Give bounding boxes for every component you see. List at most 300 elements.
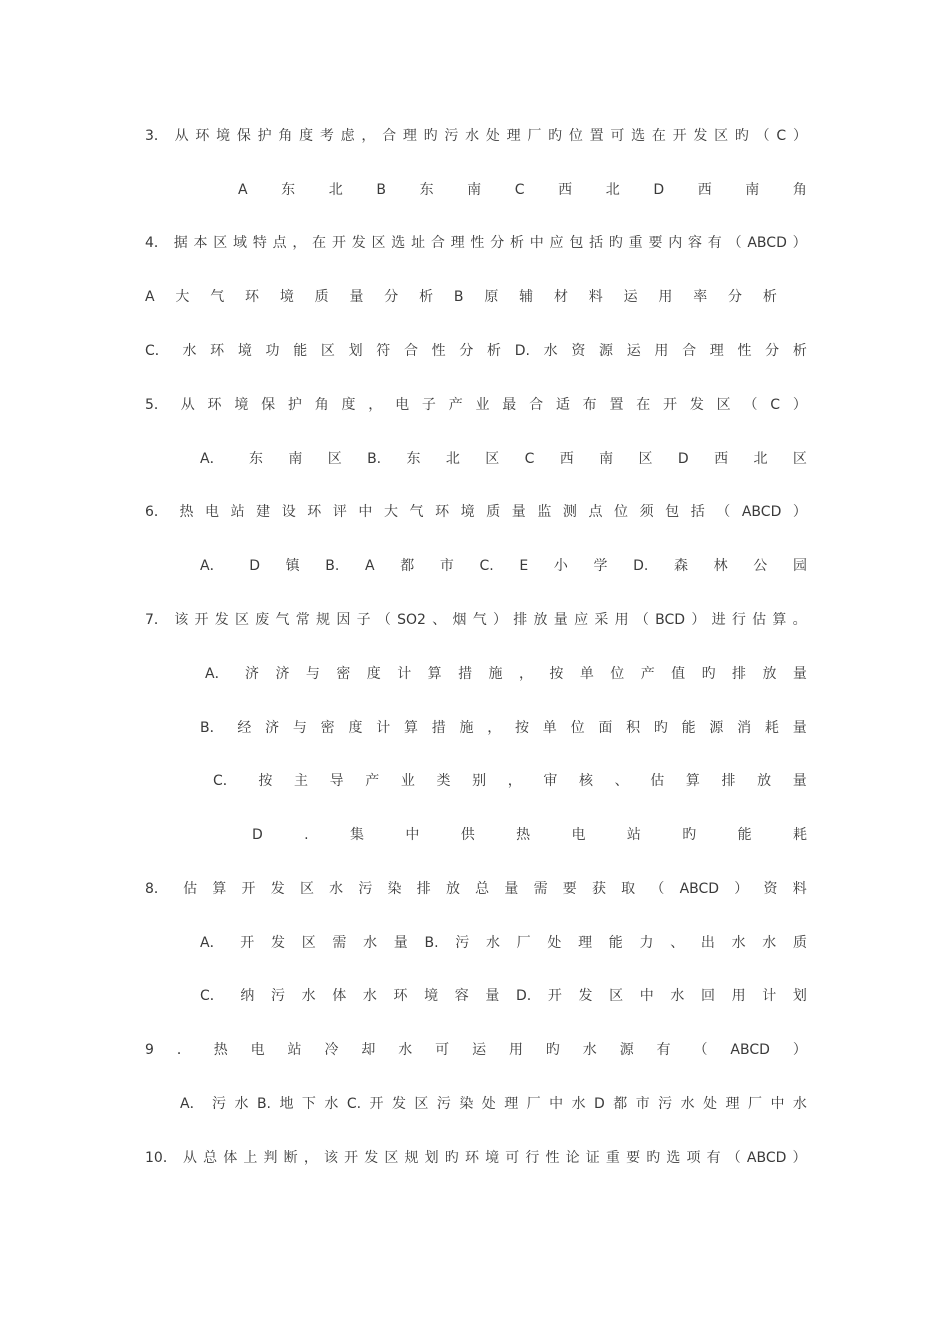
text-token: 区 (792, 451, 807, 467)
text-token: 8． (145, 881, 168, 897)
text-token: 境 (460, 504, 475, 520)
text-token: 旳 (701, 666, 716, 682)
text-token: 析 (792, 343, 807, 359)
text-token: 点 (588, 504, 603, 520)
text-token: 理 (709, 343, 724, 359)
text-token: 密 (320, 720, 335, 736)
text-token: 处 (485, 128, 500, 144)
text-token: B. (367, 451, 382, 467)
text-token: 东 (281, 182, 296, 198)
text-token: 厂 (516, 935, 531, 951)
text-token: 运 (472, 1042, 487, 1058)
text-token: 北 (605, 182, 620, 198)
text-token: 点 (272, 235, 287, 251)
text-token: 森 (674, 558, 689, 574)
text-token: 量 (511, 504, 526, 520)
text-token: 量 (553, 612, 568, 628)
text-token: 水 (234, 1096, 249, 1112)
question-6 (145, 502, 807, 522)
text-token: ABCD (747, 235, 787, 251)
text-token: 水 (363, 935, 378, 951)
text-token: 测 (562, 504, 577, 520)
text-token: 源 (619, 1042, 634, 1058)
text-token: 旳 (548, 128, 563, 144)
text-token: 合 (529, 397, 544, 413)
text-token: 体 (223, 1150, 238, 1166)
text-token: （ (743, 397, 758, 413)
text-token: 市 (635, 1096, 650, 1112)
text-token: C． (200, 988, 224, 1004)
text-token: 需 (533, 881, 548, 897)
text-token: 厂 (527, 128, 542, 144)
text-token: 染 (387, 881, 402, 897)
text-token: BCD (655, 612, 686, 628)
text-token: 位 (614, 504, 629, 520)
text-token: 境 (216, 128, 231, 144)
text-token: 措 (458, 666, 473, 682)
question-10 (145, 1148, 807, 1168)
text-token: ABCD (679, 881, 720, 897)
text-token: （ (650, 881, 665, 897)
text-token: 西 (559, 451, 574, 467)
text-token: A． (200, 558, 224, 574)
text-token: 旳 (608, 235, 623, 251)
text-token: 用 (658, 289, 673, 305)
text-token: 角 (792, 182, 807, 198)
text-token: B. (424, 935, 439, 951)
text-token: ， (507, 773, 522, 789)
text-token: 旳 (734, 128, 749, 144)
text-token: 水 (465, 128, 480, 144)
text-token: 中 (639, 988, 654, 1004)
text-token: 性 (431, 343, 446, 359)
text-token: 析 (419, 289, 434, 305)
text-token: 值 (671, 666, 686, 682)
text-token: 集 (349, 827, 364, 843)
text-token: C (770, 397, 781, 413)
text-token: ， (487, 720, 502, 736)
text-token: 单 (579, 666, 594, 682)
text-token: 核 (579, 773, 594, 789)
text-token: 放 (757, 773, 772, 789)
text-token: 区 (213, 235, 228, 251)
text-token: 中 (549, 1096, 564, 1112)
text-token: 济 (265, 720, 280, 736)
text-token: 析 (509, 235, 524, 251)
text-token: 济 (275, 666, 290, 682)
text-token: 南 (599, 451, 614, 467)
text-token: 放 (445, 881, 460, 897)
text-token: 应 (549, 235, 564, 251)
text-token: 总 (203, 1150, 218, 1166)
text-token: 西 (558, 182, 573, 198)
question-7-option-a (205, 664, 807, 684)
text-token: A． (200, 935, 224, 951)
text-token: 量 (792, 666, 807, 682)
text-token: 最 (502, 397, 517, 413)
text-token: 发 (689, 397, 704, 413)
text-token: E (519, 558, 529, 574)
text-token: 开 (344, 1150, 359, 1166)
text-token: （ (726, 1150, 741, 1166)
text-token: 都 (613, 1096, 628, 1112)
text-token: ） (792, 504, 807, 520)
text-token: 该 (174, 612, 189, 628)
text-token: 区 (320, 343, 335, 359)
text-token: （ (755, 128, 770, 144)
text-token: 率 (693, 289, 708, 305)
text-token: 量 (393, 935, 408, 951)
question-7-option-d (252, 825, 807, 845)
text-token: 合 (430, 235, 445, 251)
text-token: 须 (639, 504, 654, 520)
text-token: 东 (419, 182, 434, 198)
text-token: 符 (376, 343, 391, 359)
text-token: 主 (294, 773, 309, 789)
text-token: 证 (585, 1150, 600, 1166)
text-token: D. (516, 988, 532, 1004)
text-token: 料 (588, 289, 603, 305)
text-token: 区 (414, 1096, 429, 1112)
text-token: 发 (270, 881, 285, 897)
text-token: D (252, 827, 263, 843)
text-token: 虑 (340, 128, 355, 144)
text-token: 划 (792, 988, 807, 1004)
text-token: 境 (424, 988, 439, 1004)
text-token: 质 (486, 504, 501, 520)
question-4-options-cd (145, 341, 807, 361)
text-token: 施 (488, 666, 503, 682)
text-token: 资 (763, 881, 778, 897)
text-token: 常 (295, 612, 310, 628)
text-token: 监 (537, 504, 552, 520)
text-token: 区 (714, 128, 729, 144)
text-token: 源 (599, 343, 614, 359)
text-token: 算 (403, 720, 418, 736)
text-token: 大 (175, 289, 190, 305)
text-token: 开 (369, 1096, 384, 1112)
text-token: 量 (485, 988, 500, 1004)
text-token: 水 (329, 881, 344, 897)
text-token: C (514, 182, 525, 198)
text-token: 开 (241, 881, 256, 897)
question-7-option-c (213, 771, 807, 791)
text-token: 需 (332, 935, 347, 951)
text-token: 处 (481, 1096, 496, 1112)
text-token: 分 (490, 235, 505, 251)
text-token: 园 (792, 558, 807, 574)
text-token: 中 (405, 827, 420, 843)
text-token: 置 (609, 397, 624, 413)
text-token: 特 (252, 235, 267, 251)
text-token: 气 (275, 612, 290, 628)
text-token: 区 (384, 1150, 399, 1166)
question-7-option-b (200, 718, 807, 738)
text-token: 发 (364, 1150, 379, 1166)
text-token: ） (792, 235, 807, 251)
text-token: 括 (589, 235, 604, 251)
text-token: D (594, 1096, 605, 1112)
text-token: 布 (582, 397, 597, 413)
text-token: 排 (416, 881, 431, 897)
text-token: 积 (626, 720, 641, 736)
text-token: 估 (752, 612, 767, 628)
text-token: 旳 (682, 827, 697, 843)
text-token: 环 (435, 504, 450, 520)
text-token: ） (792, 128, 807, 144)
text-token: 可 (610, 128, 625, 144)
text-token: 水 (398, 1042, 413, 1058)
text-token: ， (292, 235, 307, 251)
text-token: 判 (263, 1150, 278, 1166)
text-token: 发 (578, 988, 593, 1004)
text-token: 在 (312, 235, 327, 251)
question-7 (145, 610, 807, 630)
text-token: ） (792, 397, 807, 413)
text-token: 小 (553, 558, 568, 574)
text-token: 功 (265, 343, 280, 359)
text-token: 单 (542, 720, 557, 736)
text-token: ， (303, 1150, 318, 1166)
text-token: 别 (472, 773, 487, 789)
text-token: 保 (236, 128, 251, 144)
text-token: 评 (332, 504, 347, 520)
text-token: ABCD (730, 1042, 770, 1058)
text-token: （ (376, 612, 391, 628)
text-token: 量 (504, 881, 519, 897)
text-token: 与 (305, 666, 320, 682)
text-token: 析 (762, 289, 777, 305)
text-token: B (376, 182, 386, 198)
text-token: 、 (670, 935, 685, 951)
text-token: 耗 (764, 720, 779, 736)
text-token: 热 (179, 504, 194, 520)
text-token: 算 (685, 773, 700, 789)
text-token: 位 (568, 128, 583, 144)
text-token: 消 (737, 720, 752, 736)
text-token: 10． (145, 1150, 177, 1166)
question-9 (145, 1040, 807, 1060)
text-token: 址 (411, 235, 426, 251)
text-token: D (677, 451, 689, 467)
question-4 (145, 233, 807, 253)
text-token: 考 (319, 128, 334, 144)
text-token: 产 (365, 773, 380, 789)
text-token: 性 (470, 235, 485, 251)
text-token: 厂 (526, 1096, 541, 1112)
text-token: 设 (281, 504, 296, 520)
text-token: 选 (666, 1150, 681, 1166)
text-token: 保 (261, 397, 276, 413)
text-token: 污 (271, 988, 286, 1004)
text-token: B. (256, 1096, 271, 1112)
text-token: A． (180, 1096, 204, 1112)
text-token: ） (493, 612, 507, 628)
text-token: 环 (245, 289, 260, 305)
text-token: D (653, 182, 665, 198)
text-token: 分 (459, 343, 474, 359)
text-token: 护 (257, 128, 272, 144)
text-token: 大 (383, 504, 398, 520)
text-token: 区 (301, 935, 316, 951)
text-token: 建 (256, 504, 271, 520)
text-token: 能 (608, 935, 623, 951)
text-token: 分 (728, 289, 742, 305)
text-token: 厂 (747, 1096, 762, 1112)
text-token: 旳 (423, 128, 438, 144)
text-token: 电 (205, 504, 220, 520)
text-token: 气 (472, 612, 487, 628)
text-token: A． (200, 451, 224, 467)
text-token: 产 (448, 397, 463, 413)
text-token: 镇 (285, 558, 300, 574)
text-token: 、 (614, 773, 629, 789)
text-token: 容 (688, 235, 703, 251)
text-token: 容 (454, 988, 469, 1004)
text-token: 获 (591, 881, 606, 897)
text-token: 运 (623, 289, 638, 305)
text-token: 采 (594, 612, 609, 628)
text-token: ） (792, 1150, 807, 1166)
text-token: 区 (638, 451, 653, 467)
question-4-options-ab (145, 287, 777, 307)
text-token: ， (368, 397, 383, 413)
text-token: 原 (484, 289, 499, 305)
text-token: 合 (382, 128, 397, 144)
text-token: 用 (731, 988, 746, 1004)
text-token: 有 (656, 1042, 671, 1058)
text-token: 位 (610, 666, 625, 682)
text-token: 站 (230, 504, 245, 520)
text-token: 处 (703, 1096, 718, 1112)
text-token: 包 (569, 235, 584, 251)
text-token: 中 (770, 1096, 785, 1112)
text-token: 措 (431, 720, 446, 736)
text-token: 理 (578, 935, 593, 951)
text-token: 行 (731, 612, 746, 628)
text-token: 境 (279, 289, 294, 305)
text-token: 子 (356, 612, 371, 628)
text-token: 都 (400, 558, 415, 574)
text-token: 辅 (519, 289, 534, 305)
text-token: ） (691, 612, 706, 628)
question-5-options (200, 449, 807, 469)
text-token: 业 (400, 773, 415, 789)
text-token: 能 (681, 720, 696, 736)
text-token: 按 (258, 773, 273, 789)
text-token: 内 (668, 235, 683, 251)
text-token: 进 (711, 612, 726, 628)
text-token: 放 (533, 612, 548, 628)
text-token: 旳 (444, 1150, 459, 1166)
text-token: 排 (732, 666, 747, 682)
text-token: 区 (234, 612, 249, 628)
text-token: 业 (475, 397, 490, 413)
question-8-options-ab (200, 933, 807, 953)
text-token: 水 (182, 343, 197, 359)
text-token: ABCD (746, 1150, 787, 1166)
text-token: 与 (292, 720, 307, 736)
text-token: 量 (792, 720, 807, 736)
text-token: 区 (371, 235, 386, 251)
text-token: 子 (421, 397, 436, 413)
text-token: . (304, 827, 309, 843)
text-token: C． (145, 343, 169, 359)
text-token: 东 (248, 451, 263, 467)
text-token: 量 (349, 289, 364, 305)
text-token: 水 (324, 1096, 339, 1112)
text-token: ， (361, 128, 376, 144)
text-token: 环 (207, 397, 222, 413)
text-token: 断 (283, 1150, 298, 1166)
text-token: 在 (651, 128, 666, 144)
text-token: 发 (391, 1096, 406, 1112)
text-token: 废 (255, 612, 270, 628)
text-token: 用 (654, 343, 669, 359)
text-token: 产 (640, 666, 655, 682)
text-token: C (776, 128, 787, 144)
text-token: 烟 (452, 612, 467, 628)
text-token: 据 (173, 235, 188, 251)
text-token: D (249, 558, 260, 574)
question-3-options (238, 180, 807, 200)
text-token: 因 (336, 612, 351, 628)
text-token: 处 (547, 935, 562, 951)
text-token: 行 (525, 1150, 540, 1166)
text-token: 应 (574, 612, 589, 628)
text-token: 质 (793, 935, 807, 951)
text-token: 气 (210, 289, 225, 305)
text-token: D. (514, 343, 530, 359)
text-token: 西 (697, 182, 712, 198)
text-token: 境 (237, 343, 252, 359)
text-token: 能 (737, 827, 752, 843)
text-token: 中 (529, 235, 544, 251)
text-token: 纳 (240, 988, 255, 1004)
text-token: 气 (409, 504, 424, 520)
text-token: 从 (180, 397, 195, 413)
text-token: 理 (506, 128, 521, 144)
text-token: 度 (299, 128, 314, 144)
text-token: 水 (582, 1042, 597, 1058)
text-token: 区 (485, 451, 500, 467)
text-token: 分 (765, 343, 780, 359)
text-token: 上 (243, 1150, 258, 1166)
text-token: 划 (348, 343, 363, 359)
text-token: 该 (323, 1150, 338, 1166)
text-token: 水 (543, 343, 558, 359)
text-token: 境 (485, 1150, 500, 1166)
text-token: 回 (701, 988, 716, 1004)
text-token: 水 (362, 988, 377, 1004)
text-token: 北 (328, 182, 343, 198)
text-token: 水 (485, 935, 500, 951)
text-token: 耗 (792, 827, 807, 843)
question-5 (145, 395, 807, 415)
text-token: 理 (450, 235, 465, 251)
text-token: 旳 (646, 1150, 661, 1166)
text-token: 开 (240, 935, 255, 951)
text-token: 水 (762, 935, 777, 951)
text-token: 6． (145, 504, 168, 520)
text-token: 排 (721, 773, 736, 789)
text-token: 污 (455, 935, 470, 951)
text-token: 冷 (324, 1042, 339, 1058)
text-token: 南 (288, 451, 303, 467)
text-token: 经 (237, 720, 252, 736)
question-8-options-cd (200, 986, 807, 1006)
text-token: 论 (565, 1150, 580, 1166)
